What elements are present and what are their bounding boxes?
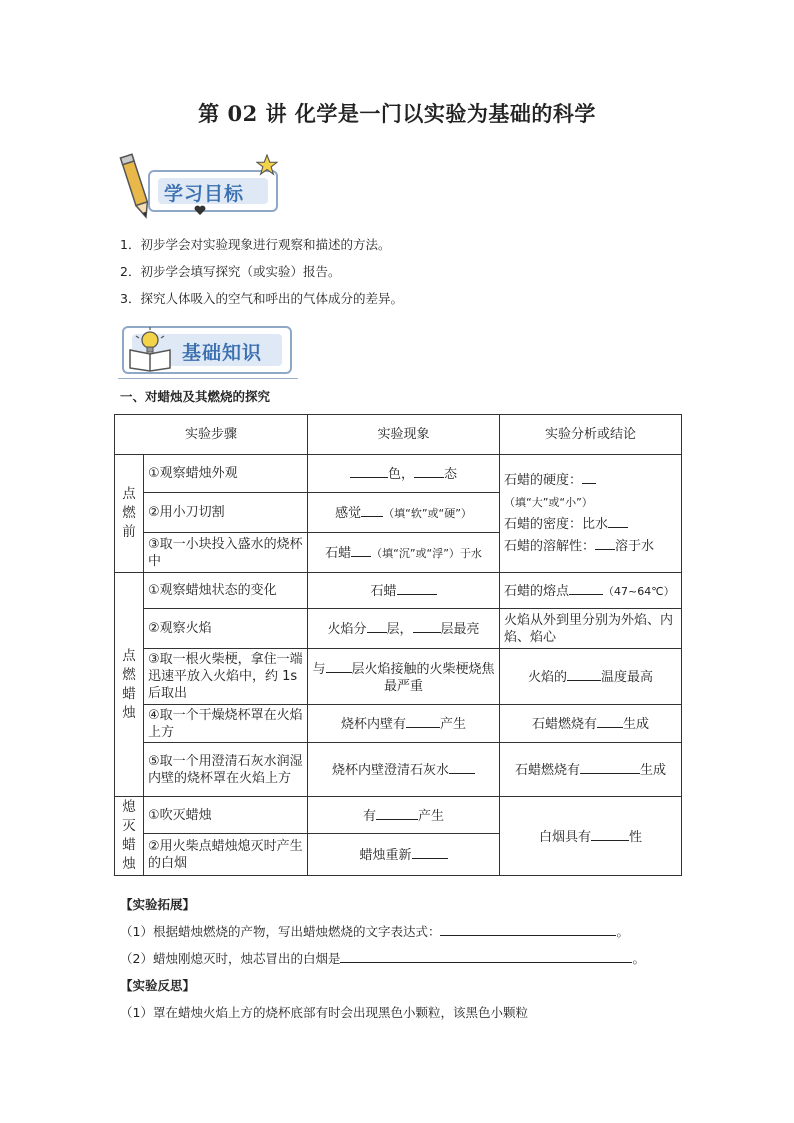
table-row <box>115 649 682 705</box>
header-step: 实验步骤 <box>115 415 308 455</box>
conclusion-cell: 白烟具有 性 <box>500 797 682 876</box>
observation-cell: 蜡烛重新 <box>308 834 500 876</box>
conclusion-cell: 石蜡的硬度：（填“大”或“小”） 石蜡的密度：比水 石蜡的溶解性： 溶于水 <box>500 455 682 573</box>
observation-cell: 火焰分 层， 层最亮 <box>308 609 500 649</box>
observation-cell: 石蜡 <box>308 573 500 609</box>
heart-icon <box>194 205 206 216</box>
book-lightbulb-icon <box>126 326 176 372</box>
table-row <box>115 573 682 609</box>
step-cell: ①观察蜡烛状态的变化 <box>144 573 308 609</box>
table-row <box>115 455 682 493</box>
basic-knowledge-badge <box>118 322 298 382</box>
observation-cell: 与 层火焰接触的火柴梗烧焦最严重 <box>308 649 500 705</box>
conclusion-cell: 火焰从外到里分别为外焰、内焰、焰心 <box>500 609 682 649</box>
learning-goals-badge <box>118 150 282 222</box>
header-observation: 实验现象 <box>308 415 500 455</box>
conclusion-cell: 火焰的 温度最高 <box>500 649 682 705</box>
reflection-heading: 【实验反思】 <box>120 978 196 993</box>
conclusion-cell: 石蜡燃烧有 生成 <box>500 743 682 797</box>
step-cell: ②用小刀切割 <box>144 493 308 533</box>
goal-item-1: 1．初步学会对实验现象进行观察和描述的方法。 <box>120 237 391 252</box>
table-header-row <box>115 415 682 455</box>
observation-cell: 感觉 （填“软”或“硬”） <box>308 493 500 533</box>
table-row <box>115 797 682 834</box>
observation-cell: 有 产生 <box>308 797 500 834</box>
learning-goals-label: 学习目标 <box>164 183 245 205</box>
step-cell: ②观察火焰 <box>144 609 308 649</box>
table-row <box>115 705 682 743</box>
extension-heading: 【实验拓展】 <box>120 897 196 912</box>
step-cell: ④取一个干燥烧杯罩在火焰上方 <box>144 705 308 743</box>
extension-question-1: （1）根据蜡烛燃烧的产物，写出蜡烛燃烧的文字表达式： 。 <box>120 924 629 939</box>
table-row <box>115 609 682 649</box>
conclusion-cell: 石蜡燃烧有 生成 <box>500 705 682 743</box>
group-before-lighting: 点燃前 <box>115 455 144 573</box>
step-cell: ③取一小块投入盛水的烧杯中 <box>144 533 308 573</box>
step-cell: ②用火柴点蜡烛熄灭时产生的白烟 <box>144 834 308 876</box>
extension-question-2: （2）蜡烛刚熄灭时，烛芯冒出的白烟是 。 <box>120 951 645 966</box>
step-cell: ①观察蜡烛外观 <box>144 455 308 493</box>
observation-cell: 烧杯内壁有 产生 <box>308 705 500 743</box>
goal-item-2: 2．初步学会填写探究（或实验）报告。 <box>120 264 341 279</box>
observation-cell: 石蜡 （填“沉”或“浮”）于水 <box>308 533 500 573</box>
basic-knowledge-label: 基础知识 <box>182 342 263 364</box>
goal-item-3: 3．探究人体吸入的空气和呼出的气体成分的差异。 <box>120 291 403 306</box>
reflection-question-1: （1）罩在蜡烛火焰上方的烧杯底部有时会出现黑色小颗粒，该黑色小颗粒 <box>120 1005 528 1020</box>
observation-cell: 色， 态 <box>308 455 500 493</box>
group-extinguish-candle: 熄灭蜡烛 <box>115 797 144 876</box>
star-icon <box>256 154 278 176</box>
step-cell: ③取一根火柴梗，拿住一端迅速平放入火焰中，约 1s 后取出 <box>144 649 308 705</box>
group-burning-candle: 点燃蜡烛 <box>115 573 144 797</box>
section-heading: 一、对蜡烛及其燃烧的探究 <box>120 389 271 404</box>
page-title: 第 02 讲 化学是一门以实验为基础的科学 <box>198 101 596 126</box>
observation-cell: 烧杯内壁澄清石灰水 <box>308 743 500 797</box>
step-cell: ⑤取一个用澄清石灰水润湿内壁的烧杯罩在火焰上方 <box>144 743 308 797</box>
header-conclusion: 实验分析或结论 <box>500 415 682 455</box>
conclusion-cell: 石蜡的熔点 （47~64℃） <box>500 573 682 609</box>
table-row <box>115 743 682 797</box>
step-cell: ①吹灭蜡烛 <box>144 797 308 834</box>
experiment-table <box>114 414 682 876</box>
